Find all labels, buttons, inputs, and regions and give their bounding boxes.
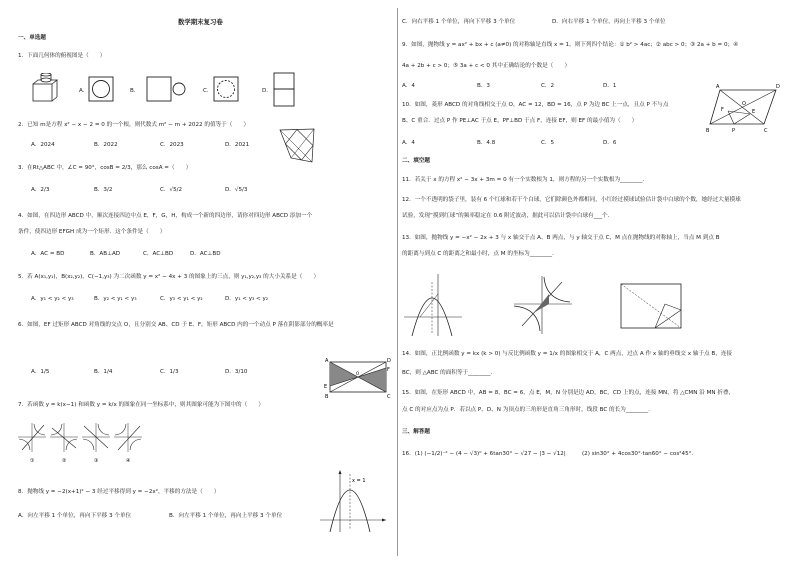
q5-option-d: D．y₁ < y₃ < y₂ bbox=[225, 296, 269, 302]
question-4-line-1: 4．如图，在四边形 ABCD 中，顺次连接四边中点 E，F，G，H，构成一个新的四边形，请你对四边形 ABCD 添加一个 bbox=[18, 213, 313, 219]
q6-label-e: E bbox=[324, 384, 328, 390]
question-3: 3．在Rt△ABC 中，∠C = 90°，cosB = 2/3，那么 cosA =（ ） bbox=[18, 165, 192, 171]
q9-parabola-figure bbox=[318, 468, 390, 538]
question-12-line-2: 试验，发现“摸到红球”的频率稳定在 0.6 附近波动，据此可以估计袋中白球有___个． bbox=[402, 213, 614, 219]
q6-label-c: C bbox=[387, 394, 391, 400]
q6-label-d: D bbox=[387, 358, 391, 364]
question-13-line-1: 13．如图，抛物线 y = −x² − 2x + 3 与 x 轴交于点 A、B 两点，与 y 轴交于点 C，M 点在抛物线的对称轴上，当点 M 到点 B bbox=[402, 235, 720, 241]
question-11: 11．若关于 x 的方程 x² − 3x + 3m = 0 有一个实数根为 1，则方程的另一个实数根为________． bbox=[402, 177, 649, 183]
q4-option-d: D．AC⊥BD bbox=[190, 251, 221, 257]
q1-option-c-figure bbox=[213, 76, 239, 106]
question-10-line-2: B、C 重合．过点 P 作 PE⊥AC 于点 E，PF⊥BD 于点 F，连接 EF，则 EF 的最小值为（ ） bbox=[402, 118, 638, 124]
q5-option-c: C．y₃ < y₁ < y₂ bbox=[160, 296, 203, 302]
question-6: 6．如图，EF 过矩形 ABCD 对角线的交点 O，且分别交 AB、CD 于 E、F，矩形 ABCD 内的一个动点 P 落在阴影部分的概率是 bbox=[18, 322, 334, 328]
question-8: 8．抛物线 y = −2(x+1)² − 3 经过平移得到 y = −2x²，平移的方法是（ ） bbox=[18, 489, 220, 495]
q10-label-e: E bbox=[752, 109, 756, 115]
question-13-line-2: 的距离与到点 C 的距离之和最小时，点 M 的坐标为________． bbox=[402, 251, 558, 257]
q10-option-d: D．6 bbox=[603, 140, 617, 146]
q6-rectangle-figure bbox=[322, 356, 392, 404]
q7-graph-options bbox=[16, 422, 144, 468]
q3-option-c: C．√5/2 bbox=[160, 187, 183, 193]
q10-label-a: A bbox=[716, 84, 720, 90]
section-fill-in: 二、填空题 bbox=[402, 158, 430, 164]
question-1: 1．下面几何体的俯视图是（ ） bbox=[18, 53, 106, 59]
q10-rhombus-figure bbox=[706, 82, 784, 138]
q7-graph-2 bbox=[50, 423, 78, 452]
q10-label-o: O bbox=[742, 101, 746, 107]
q2-option-a: A．2024 bbox=[31, 142, 55, 148]
q3-option-b: B．3/2 bbox=[94, 187, 113, 193]
q3-option-d: D．√5/3 bbox=[225, 187, 248, 193]
question-9-line-2: 4a + 2b + c > 0；⑤ 3a + c < 0 其中正确结论的个数是（ ） bbox=[402, 63, 571, 69]
q10-option-b: B．4.8 bbox=[477, 140, 496, 146]
question-5: 5．若 A(x₁,y₁)，B(x₂,y₂)，C(−1,y₃) 为二次函数 y = x² − 4x + 3 的图象上的三点，则 y₁,y₂,y₃ 的大小关系是（ ） bbox=[18, 274, 320, 280]
q10-option-c: C．5 bbox=[541, 140, 555, 146]
q2-option-d: D．2021 bbox=[225, 142, 250, 148]
q7-graph-4 bbox=[114, 423, 142, 452]
question-15-line-1: 15．如图，在矩形 ABCD 中，AB = 8，BC = 6，点 E，M，N 分别是边 AD，BC，CD 上的点，连接 MN，将 △CMN 沿 MN 折叠， bbox=[402, 390, 735, 396]
q1-option-a-figure bbox=[88, 76, 114, 106]
q14-hyperbola-figure bbox=[512, 274, 574, 340]
q15-rectangle-figure bbox=[615, 280, 687, 336]
q10-label-d: D bbox=[776, 84, 780, 90]
question-14-line-2: BC，则 △ABC 的面积等于________． bbox=[402, 370, 497, 376]
q5-option-b: B．y₂ < y₁ < y₃ bbox=[94, 296, 137, 302]
question-16-part-1: 16．(1) (−1/2)⁻² − (4 − √3)⁰ + 6tan30° − √27 − |3 − √12| bbox=[402, 451, 566, 457]
page-title: 数学期末复习卷 bbox=[178, 18, 223, 26]
question-4-line-2: 条件，使四边形 EFGH 成为一个矩形．这个条件是（ ） bbox=[18, 229, 166, 235]
q8-option-a: A．向左平移 1 个单位，再向下平移 3 个单位 bbox=[18, 513, 132, 519]
q4-option-a: A．AC = BD bbox=[31, 251, 65, 257]
q4-option-b: B．AB⊥AD bbox=[90, 251, 121, 257]
q9-axis-label: x = 1 bbox=[352, 478, 366, 484]
q5-option-a: A．y₁ < y₂ < y₃ bbox=[31, 296, 74, 302]
q6-option-d: D．3/10 bbox=[225, 369, 248, 375]
q1-solid-figure bbox=[30, 73, 58, 107]
q1-option-b-figure bbox=[146, 76, 186, 106]
q6-label-o: O bbox=[356, 371, 360, 376]
q7-label-2: ② bbox=[62, 458, 67, 464]
q8-option-c: C．向右平移 1 个单位，再向下平移 3 个单位 bbox=[402, 19, 516, 25]
q7-label-1: ① bbox=[30, 458, 35, 464]
q4-option-c: C．AC⊥BD bbox=[143, 251, 174, 257]
q6-option-a: A．1/5 bbox=[31, 369, 50, 375]
q7-label-4: ④ bbox=[126, 458, 131, 464]
q1-option-d-figure bbox=[273, 72, 295, 112]
q10-option-a: A．4 bbox=[402, 140, 415, 146]
q6-label-a: A bbox=[325, 358, 329, 364]
column-divider bbox=[397, 8, 398, 556]
q7-graph-3 bbox=[82, 423, 110, 452]
q1-option-c: C． bbox=[203, 88, 213, 94]
q3-option-a: A．2/3 bbox=[31, 187, 50, 193]
q10-label-b: B bbox=[706, 128, 710, 134]
q6-label-f: F bbox=[387, 367, 390, 373]
q10-label-c: C bbox=[764, 128, 768, 134]
q6-option-c: C．1/3 bbox=[160, 369, 179, 375]
q4-quadrilateral-figure bbox=[276, 127, 318, 169]
q2-option-c: C．2023 bbox=[160, 142, 184, 148]
q7-graph-1 bbox=[18, 423, 46, 452]
q7-label-3: ③ bbox=[94, 458, 99, 464]
q8-option-d: D．向右平移 1 个单位，再向上平移 3 个单位 bbox=[552, 19, 666, 25]
question-14-line-1: 14．如图，正比例函数 y = kx (k > 0) 与反比例函数 y = 1/x 的图象相交于 A，C 两点，过点 A 作 x 轴的垂线交 x 轴于点 B，连接 bbox=[402, 351, 733, 357]
q9-option-b: B．3 bbox=[477, 83, 490, 89]
question-15-line-2: 点 C 的对应点为点 P．若以点 P、D、N 为顶点的三角形是直角三角形时，线段 BC 的长为________． bbox=[402, 407, 654, 413]
q9-option-d: D．1 bbox=[603, 83, 617, 89]
q8-option-b: B．向左平移 1 个单位，再向上平移 3 个单位 bbox=[169, 513, 283, 519]
question-12-line-1: 12．一个不透明的袋子里，装有 6 个红球和若干个白球，它们除颜色外都相同，小红经过摸球试验估计袋中白球的个数，她经过大量摸球 bbox=[402, 197, 741, 203]
q1-option-d: D． bbox=[262, 88, 272, 94]
q1-option-b: B． bbox=[130, 88, 140, 94]
q13-parabola-figure bbox=[402, 272, 464, 342]
section-solutions: 三、解答题 bbox=[402, 429, 430, 435]
q6-label-b: B bbox=[325, 394, 329, 400]
q10-label-p: P bbox=[732, 128, 736, 134]
question-9-line-1: 9．如图，抛物线 y = ax² + bx + c (a≠0) 的对称轴是直线 x = 1，则下列四个结论：① b² > 4ac；② abc > 0；③ 2a + b = 0；④ bbox=[402, 42, 739, 48]
q10-label-f: F bbox=[721, 107, 724, 113]
section-single-choice: 一、单选题 bbox=[18, 35, 46, 41]
q2-option-b: B．2022 bbox=[94, 142, 118, 148]
q1-option-a: A． bbox=[79, 88, 89, 94]
question-16-part-2: (2) sin30° + 4cos30°·tan60° − cos²45°． bbox=[582, 451, 698, 457]
q9-option-a: A．4 bbox=[402, 83, 415, 89]
question-10-line-1: 10．如图，菱形 ABCD 的对角线相交于点 O，AC = 12，BD = 16，点 P 为边 BC 上一点，且点 P 不与点 bbox=[402, 102, 669, 108]
question-7: 7．若函数 y = k(x−1) 和函数 y = k/x 的图象在同一坐标系中，则其图象可能为下图中的（ ） bbox=[18, 402, 264, 408]
question-2: 2．已知 m是方程 x² − x − 2 = 0 的一个根，则代数式 m² − m + 2022 的值等于（ ） bbox=[18, 122, 250, 128]
q6-option-b: B．1/4 bbox=[94, 369, 113, 375]
q9-option-c: C．2 bbox=[541, 83, 555, 89]
